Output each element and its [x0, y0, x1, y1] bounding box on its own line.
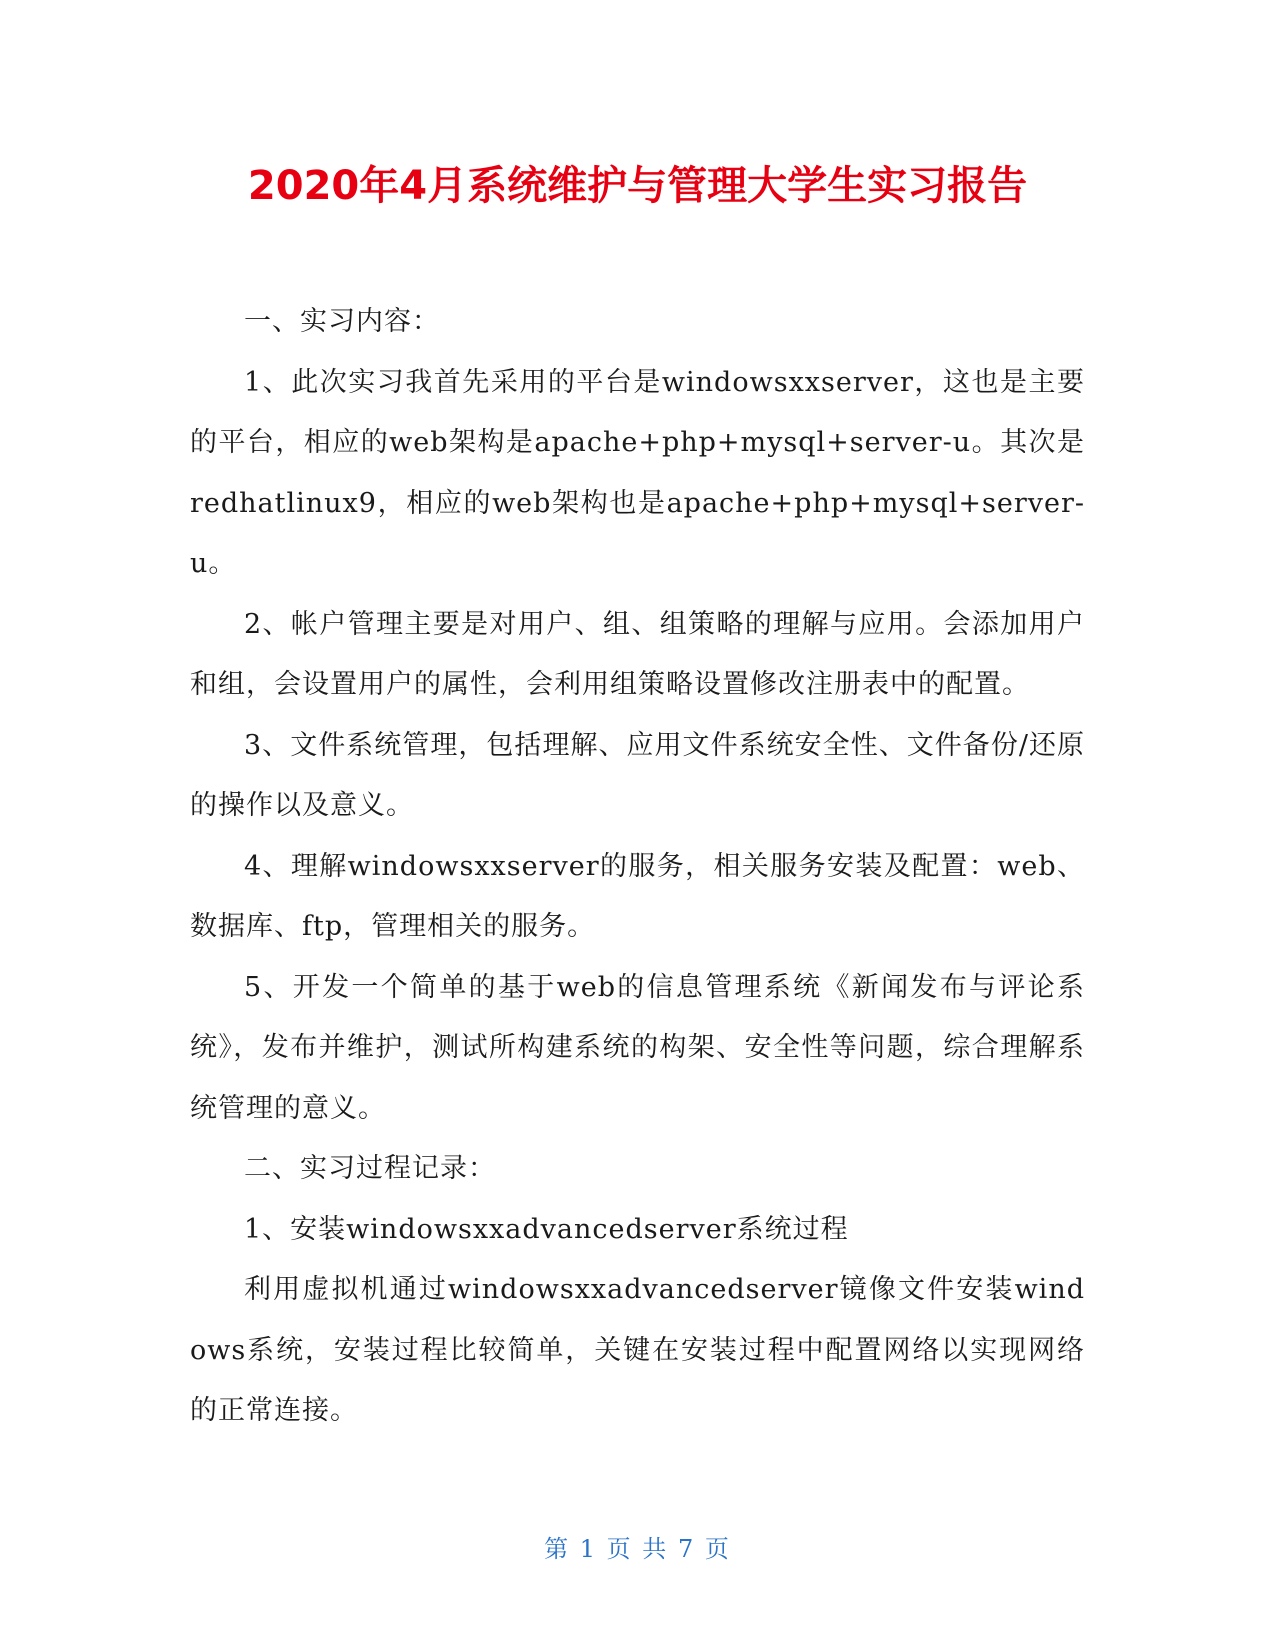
paragraph: 2、帐户管理主要是对用户、组、组策略的理解与应用。会添加用户和组，会设置用户的属性，会利用组策略设置修改注册表中的配置。 — [190, 608, 1085, 700]
paragraph: 利用虚拟机通过windowsxxadvancedserver镜像文件安装windows系统，安装过程比较简单，关键在安装过程中配置网络以实现网络的正常连接。 — [190, 1274, 1085, 1426]
paragraph: 二、实习过程记录： — [244, 1153, 496, 1184]
page-number-footer: 第 1 页 共 7 页 — [544, 1535, 731, 1563]
paragraph: 1、安装windowsxxadvancedserver系统过程 — [244, 1213, 849, 1245]
document-title: 2020年4月系统维护与管理大学生实习报告 — [247, 163, 1028, 209]
paragraph: 5、开发一个简单的基于web的信息管理系统《新闻发布与评论系统》，发布并维护，测试所构建系统的构架、安全性等问题，综合理解系统管理的意义。 — [190, 971, 1085, 1124]
paragraph: 1、此次实习我首先采用的平台是windowsxxserver，这也是主要的平台，相应的web架构是apache+php+mysql+server-u。其次是redhatlinux9，相应的web架构也是apache+php+mysql+server-u。 — [190, 366, 1085, 579]
paragraph: 一、实习内容： — [244, 306, 440, 337]
document-body — [190, 292, 1085, 1442]
paragraph: 4、理解windowsxxserver的服务，相关服务安装及配置：web、数据库、ftp，管理相关的服务。 — [190, 850, 1085, 942]
paragraph: 3、文件系统管理，包括理解、应用文件系统安全性、文件备份/还原的操作以及意义。 — [190, 729, 1085, 821]
